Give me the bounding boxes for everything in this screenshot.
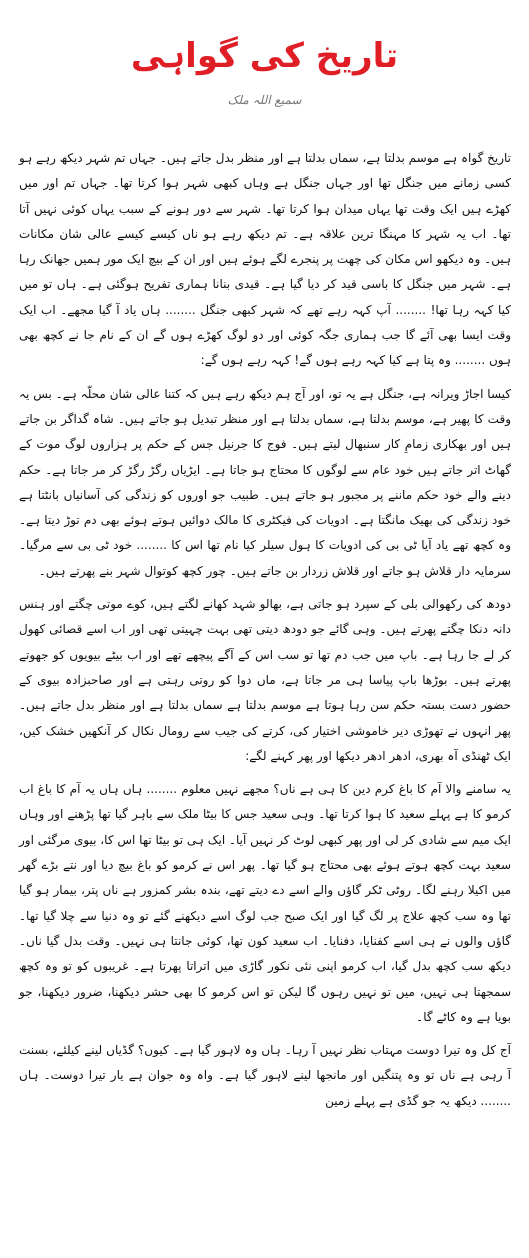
article-title: تاریخ کی گواہی xyxy=(130,36,399,76)
author-signature: سمیع اللہ ملک xyxy=(227,93,302,107)
article-paragraph: یہ سامنے والا آم کا باغ کرم دین کا ہی ہے ناں؟ مجھے نہیں معلوم ........ ہاں ہاں یہ آم کا باغ اب کرمو کا ہے پہلے سعید کا ہوا کرتا تھا۔ وہی سعید جس کا بیٹا ملک سے باہر گیا تھا پڑھنے اور وہاں ایک میم سے شادی کر لی اور پھر کبھی لوٹ کر نہیں آیا۔ ایک ہی تو بیٹا تھا اس کا، بیوی مرگئی اور سعید بہت کچھ ہوتے ہوئے بھی محتاج ہو گیا تھا۔ پھر اس نے کرمو کو باغ بیچ دیا اور نتے بڑے گھر میں اکیلا رہنے لگا۔ روٹی ٹکر گاؤں والے اسے دے دیتے تھے، بندہ بشر کمزور ہے ناں پتر، بیمار ہو گیا تھا وہ سب کچھ علاج پر لگ گیا اور ایک صبح جب لوگ اسے دیکھنے گئے تو وہ دنیا سے چلا گیا تھا۔ گاؤں والوں نے ہی اسے کفنایا، دفنایا۔ اب سعید کون تھا، کوئی جانتا ہی نہیں۔ وقت بدل گیا ناں۔ دیکھ سب کچھ بدل گیا، اب کرمو اپنی نئی نکور گاڑی میں اتراتا پھرتا ہے۔ غریبوں کو تو وہ کچھ سمجھتا ہی نہیں، میں تو نہیں رہوں گا لیکن تو اس کرمو کا بھی حشر دیکھنا، ضرور دیکھنا، جو بویا ہے وہ کاٹے گا۔ xyxy=(19,782,511,1024)
article-paragraph: آج کل وہ تیرا دوست مہتاب نظر نہیں آ رہا۔ ہاں وہ لاہور گیا ہے۔ کیوں؟ گڈیاں لینے کیلئے، بسنت آ رہی ہے ناں تو وہ پتنگیں اور مانجھا لینے لاہور گیا ہے۔ واہ وہ جوان ہے یار تیرا دوست۔ ہاں ........ دیکھ یہ جو گڈی ہے پہلے زمین xyxy=(19,1043,511,1108)
article-paragraph: تاریخ گواہ ہے موسم بدلتا ہے، سماں بدلتا ہے اور منظر بدل جاتے ہیں۔ جہاں تم شہر دیکھ رہے ہو کسی زمانے میں جنگل تھا اور جہاں جنگل ہے وہاں کبھی شہر ہوا کرتا تھا۔ جہاں تم اور میں کھڑے ہیں ایک وقت تھا یہاں میدان ہوا کرتا تھا۔ شہر سے دور ہونے کے سبب یہاں کوئی نہیں آتا تھا۔ اب یہ شہر کا مہنگا ترین علاقہ ہے۔ تم دیکھ رہے ہو ناں کیسے کیسے عالی شان مکانات ہیں۔ وہ دیکھو اس مکان کی چھت پر پنجرے لگے ہوئے ہیں اور ان کے بیچ ایک مور ہمیں جھانک رہا ہے۔ شہر میں جنگل کا باسی قید کر دیا گیا ہے۔ قیدی بنانا ہماری تفریح ہوگئی ہے۔ ہاں تو میں کیا کہہ رہا تھا! ........ آپ کہہ رہے تھے کہ شہر کبھی جنگل ........ ہاں یاد آ گیا مجھے۔ اب ایک وقت ایسا بھی آئے گا جب ہماری جگہ کوئی اور دو لوگ کھڑے ہوں گے ان کے نام جا نے کچھ بھی ہوں ........ وہ پتا ہے کیا کہہ رہے ہوں گے! کہہ رہے ہوں گے: xyxy=(19,151,512,368)
article-body xyxy=(19,146,511,1114)
article-paragraph: دودھ کی رکھوالی بلی کے سپرد ہو جاتی ہے، بھالو شہد کھانے لگتے ہیں، کوے موتی چگتے اور ہنس دانہ دنکا چگتے پھرتے ہیں۔ وہی گائے جو دودھ دیتی تھی بہت چہیتی تھی اور اب اسے قصائی کھول کر لے جا رہا ہے۔ باپ میں جب دم تھا تو سب اس کے آگے پیچھے تھے اور اب بیٹے بیویوں کو جھوتے پھرتے ہیں۔ بوڑھا باپ پیاسا ہی مر جاتا ہے، ماں دوا کو روتی رہتی ہے اور صاحبزادہ بیوی کے حضور دست بستہ حکم سن رہا ہوتا ہے موسم بدلتا ہے سماں بدلتا ہے اور منظر بدل جاتے ہیں۔ پھر انہوں نے تھوڑی دیر خاموشی اختیار کی، کرتے کی جیب سے رومال نکال کر آنکھیں خشک کیں، ایک ٹھنڈی آہ بھری، ادھر ادھر دیکھا اور پھر کہنے لگے: xyxy=(19,597,511,763)
article-paragraph: کیسا اجاڑ ویرانہ ہے، جنگل ہے یہ تو، اور آج ہم دیکھ رہے ہیں کہ کتنا عالی شان محلّہ ہے۔ بس یہ وقت کا پھیر ہے، موسم بدلتا ہے، سماں بدلتا ہے اور منظر تبدیل ہو جاتے ہیں۔ شاہ گداگر بن جاتے ہیں اور بھکاری زمامِ کار سنبھال لیتے ہیں۔ فوج کا جرنیل جس کے حکم پر ہزاروں لوگ موت کے گھاٹ اتر جاتے ہیں خود عام سے لوگوں کا محتاج ہو جاتا ہے۔ ایڑیاں رگڑ رگڑ کر مر جاتا ہے۔ حکم دینے والے خود حکم ماننے پر مجبور ہو جاتے ہیں۔ طبیب جو اوروں کو زندگی کی آسانیاں بانٹتا ہے خود زندگی کی بھیک مانگتا ہے۔ ادویات کی فیکٹری کا مالک دوائیں ہوتے ہوئے بھی دم توڑ دیتا ہے۔ وہ کچھ تھے یاد آیا ٹی بی کی ادویات کا ہول سیلر کیا نام تھا اس کا ........ خود ٹی بی سے مرگیا۔ سرمایہ دار قلاش ہو جاتے اور قلاش زردار بن جاتے ہیں۔ چور کچھ کوتوال شہر بنے پھرتے ہیں۔ xyxy=(19,386,511,578)
